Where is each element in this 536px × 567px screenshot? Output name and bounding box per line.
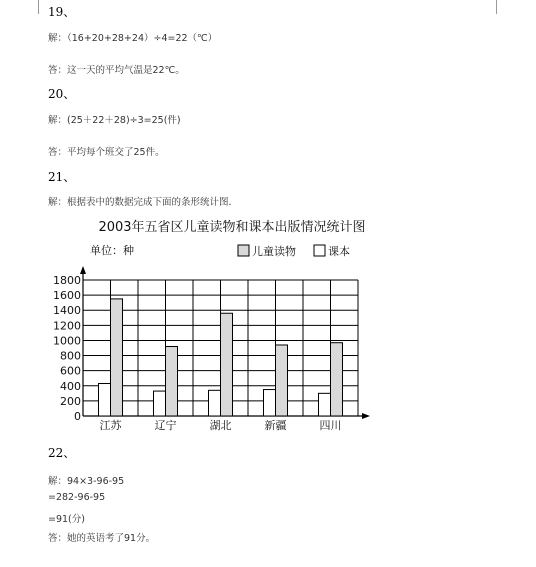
answer-line: 答：她的英语考了91分。 (48, 533, 156, 544)
y-tick-label: 1400 (53, 304, 81, 318)
answer-line: 解：（16+20+28+24）÷4=22（℃） (48, 33, 218, 44)
answer-line: 解：(25＋22＋28)÷3=25(件) (48, 115, 181, 126)
x-tick-label: 江苏 (99, 419, 122, 432)
legend-label-textbooks: 课本 (328, 245, 350, 258)
answer-line: =91(分) (48, 514, 85, 525)
legend-swatch-textbooks (314, 245, 325, 256)
answer-line: 答：平均每个班交了25件。 (48, 147, 165, 158)
chart-title: 2003年五省区儿童读物和课本出版情况统计图 (98, 220, 366, 235)
bar-childrens-books (111, 299, 123, 416)
bar-childrens-books (221, 313, 233, 416)
x-tick-label: 辽宁 (154, 419, 177, 432)
legend-swatch-childrens-books (238, 245, 249, 256)
x-axis-arrow (362, 413, 370, 419)
bar-textbooks (319, 393, 331, 416)
question-number-20: 20、 (48, 87, 76, 101)
bar-textbooks (154, 391, 166, 416)
question-number-19: 19、 (48, 5, 76, 19)
y-tick-label: 0 (74, 410, 81, 423)
y-tick-label: 200 (60, 394, 81, 408)
unit-label: 单位：种 (90, 244, 134, 257)
bar-textbooks (99, 384, 111, 416)
answer-line: 解：94×3-96-95 (48, 476, 125, 487)
y-axis-arrow (80, 266, 86, 274)
answer-line: 答：这一天的平均气温是22℃。 (48, 65, 185, 76)
bar-childrens-books (276, 345, 288, 416)
y-tick-label: 1200 (53, 319, 81, 333)
bar-textbooks (264, 390, 276, 416)
y-tick-label: 800 (60, 349, 81, 363)
question-number-21: 21、 (48, 170, 76, 184)
bar-childrens-books (331, 343, 343, 416)
y-tick-label: 1800 (53, 274, 81, 287)
legend-label-childrens-books: 儿童读物 (252, 245, 296, 258)
y-tick-label: 600 (60, 364, 81, 378)
x-tick-label: 四川 (319, 419, 342, 432)
answer-line: 解：根据表中的数据完成下面的条形统计图． (48, 197, 239, 208)
x-tick-label: 新疆 (264, 419, 287, 432)
y-tick-label: 1000 (53, 334, 81, 348)
y-tick-label: 400 (60, 379, 81, 393)
bar-childrens-books (166, 346, 178, 416)
answer-line: =282-96-95 (48, 492, 106, 503)
question-number-22: 22、 (48, 446, 76, 460)
x-tick-label: 湖北 (209, 419, 232, 432)
bar-textbooks (209, 390, 221, 416)
y-tick-label: 1600 (53, 289, 81, 303)
